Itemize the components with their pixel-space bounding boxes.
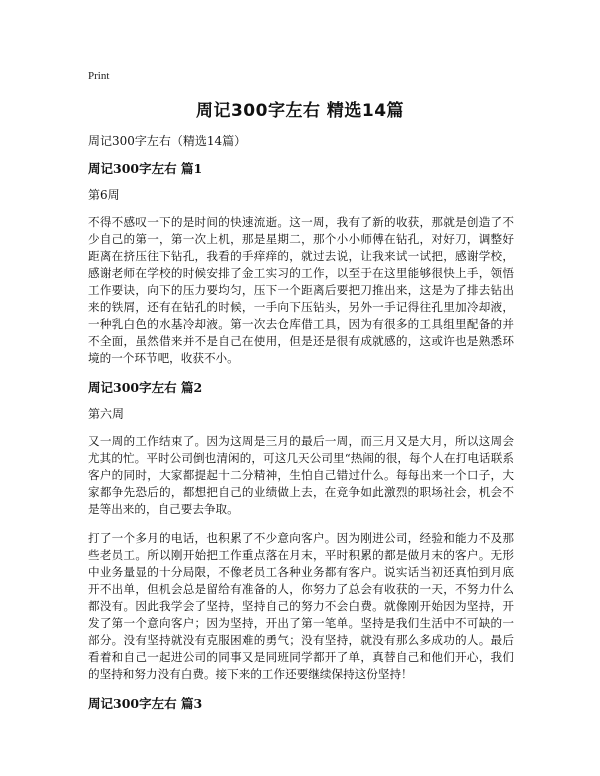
section-week-label: 第6周 xyxy=(88,188,120,202)
document-subtitle: 周记300字左右（精选14篇） xyxy=(88,134,247,148)
section-heading: 周记300字左右 篇2 xyxy=(88,380,203,395)
section-1 xyxy=(88,160,514,367)
section-week-label: 第六周 xyxy=(88,407,125,421)
section-paragraph: 不得不感叹一下的是时间的快速流逝。这一周，我有了新的收获，那就是创造了不少自己的第一，第一次上机，那是星期二，那个小小师傅在钻孔，对好刀，调整好距离在挤压往下钻孔，我看的手痒痒的，就过去说，让我来试一试把，感谢学校，感谢老师在学校的时候安排了金工实习的工作，以至于在这里能够很快上手，领悟工作要诀，向下的压力要均匀，压下一个距离后要把刀推出来，这是为了排去钻出来的铁屑，还有在钻孔的时候，一手向下压钻头，另外一手记得往孔里加冷却液，一种乳白色的水基冷却液。第一次去仓库借工具，因为有很多的工具组里配备的并不全面，虽然借来并不是自己在使用，但是还是很有成就感的，这或许也是熟悉环境的一个环节吧，收获不小。 xyxy=(88,215,514,365)
document-content xyxy=(88,132,514,721)
section-3 xyxy=(88,695,514,713)
section-paragraph: 又一周的工作结束了。因为这周是三月的最后一周，而三月又是大月，所以这周会尤其的忙。平时公司倒也清闲的，可这几天公司里“热闹的很，每个人在打电话联系客户的同时，大家都提起十二分精神，生怕自己错过什么。每每出来一个口子，大家都争先恐后的，都想把自己的业绩做上去，在竞争如此激烈的职场社会，机会不是等出来的，自己要去争取。 xyxy=(88,434,514,516)
section-heading: 周记300字左右 篇3 xyxy=(88,696,203,711)
section-paragraph: 打了一个多月的电话，也积累了不少意向客户。因为刚进公司，经验和能力不及那些老员工。所以刚开始把工作重点落在月末，平时积累的都是做月末的客户。无形中业务量显的十分局限，不像老员工各种业务都有客户。说实话当初还真怕到月底开不出单，但机会总是留给有准备的人，你努力了总会有收获的一天，不努力什么都没有。因此我学会了坚持，坚持自己的努力不会白费。就像刚开始因为坚持，开发了第一个意向客户；因为坚持，开出了第一笔单。坚持是我们生活中不可缺的一部分。没有坚持就没有克服困难的勇气；没有坚持，就没有那么多成功的人。最后看着和自己一起进公司的同事又是同班同学都开了单，真替自己和他们开心，我们的坚持和努力没有白费。接下来的工作还要继续保持这份坚持！ xyxy=(88,531,514,681)
document-title: 周记300字左右 精选14篇 xyxy=(195,101,405,121)
section-heading: 周记300字左右 篇1 xyxy=(88,161,203,176)
print-link[interactable]: Print xyxy=(88,70,110,82)
section-2 xyxy=(88,379,514,683)
